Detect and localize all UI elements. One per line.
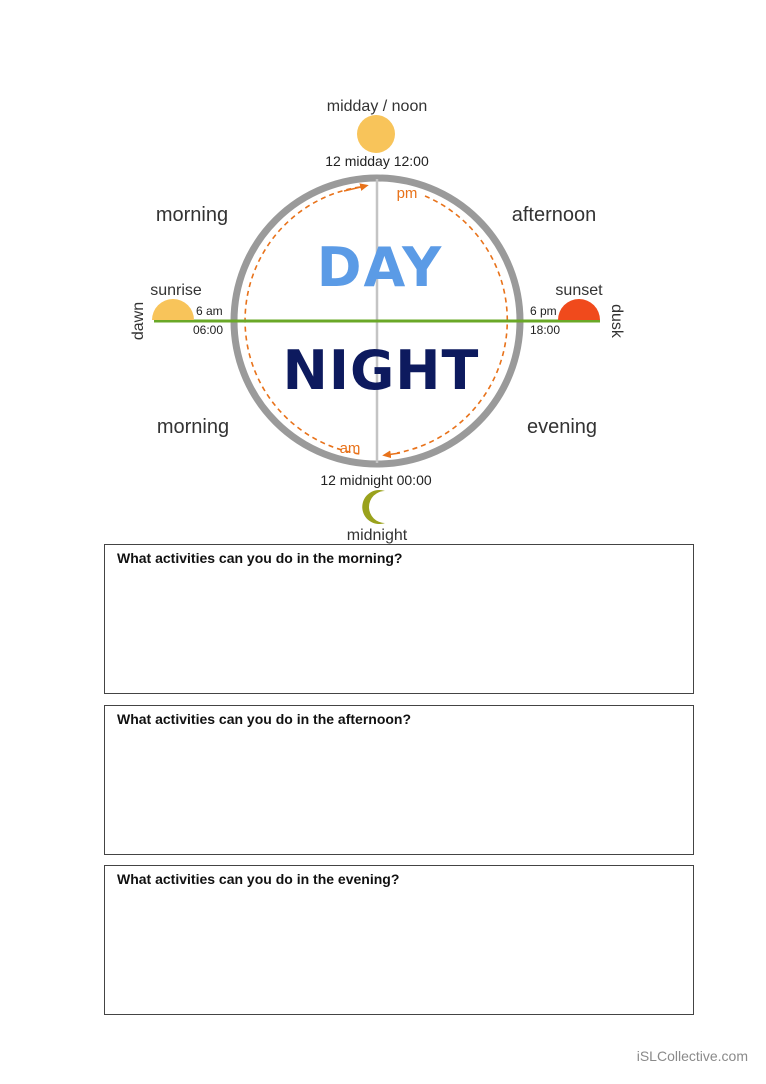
noon-time-label: 12 midday 12:00	[325, 153, 429, 169]
sunset-label: sunset	[555, 282, 603, 299]
pm-label: pm	[396, 185, 418, 202]
evening-question-text: What activities can you do in the evening?	[117, 871, 400, 887]
midnight-label: midnight	[346, 527, 408, 544]
footer-watermark: iSLCollective.com	[636, 1048, 748, 1064]
day-label: DAY	[316, 236, 444, 299]
morning-question-box[interactable]	[104, 544, 694, 694]
night-label: NIGHT	[282, 339, 480, 402]
morning-bottom-label: morning	[156, 416, 230, 438]
afternoon-label: afternoon	[511, 204, 597, 226]
left-arrow-head	[344, 186, 365, 191]
six-am-label: 6 am	[196, 304, 223, 318]
six-am-24h-label: 06:00	[193, 323, 224, 337]
noon-sun-icon	[357, 115, 395, 153]
afternoon-question-text: What activities can you do in the afternoon?	[117, 711, 412, 727]
right-arrow-head	[386, 453, 400, 455]
evening-question-box[interactable]	[104, 865, 694, 1015]
sunrise-sun-icon	[152, 299, 194, 320]
am-label: am	[339, 440, 361, 457]
afternoon-question-box[interactable]	[104, 705, 694, 855]
evening-label: evening	[526, 416, 598, 438]
morning-top-label: morning	[155, 204, 229, 226]
moon-icon	[362, 490, 385, 524]
sunset-sun-icon	[558, 299, 600, 320]
sunrise-label: sunrise	[150, 282, 202, 299]
dusk-label: dusk	[608, 304, 625, 338]
six-pm-24h-label: 18:00	[530, 323, 561, 337]
dawn-label: dawn	[130, 301, 147, 341]
six-pm-label: 6 pm	[530, 304, 557, 318]
midday-noon-label: midday / noon	[326, 98, 428, 115]
midnight-time-label: 12 midnight 00:00	[320, 472, 432, 488]
morning-question-text: What activities can you do in the morning?	[117, 550, 403, 566]
